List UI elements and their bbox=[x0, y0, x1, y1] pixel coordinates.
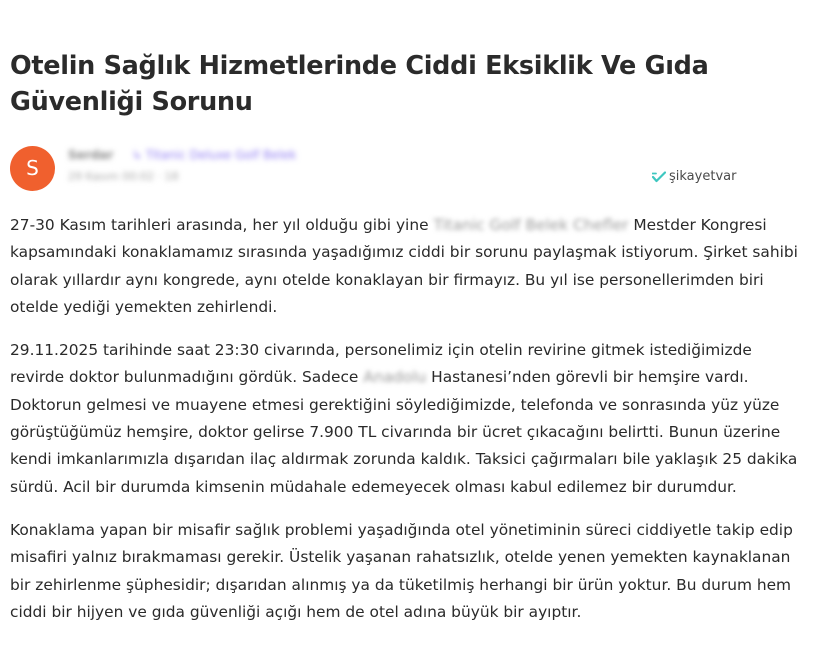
redacted-hospital-name: Anadolu bbox=[363, 368, 427, 387]
paragraph-3: Konaklama yapan bir misafir sağlık problemi yaşadığında otel yönetiminin süreci ciddiyetle takip edip misafiri yalnız bırakmaması gerekir. Üstelik yaşanan rahatsızlık, otelde yenen yemekten kaynaklanan bir zehirlenme şüphesidir; dışarıdan alınmış ya da tüketilmiş herhangi bir ürün yoktur. Bu durum hem ciddi bir hijyen ve gıda güvenliği açığı hem de otel adına büyük bir ayıptır. bbox=[10, 520, 793, 621]
paragraph-1-start: 27-30 Kasım tarihleri arasında, her yıl olduğu gibi yine bbox=[10, 216, 429, 234]
avatar[interactable]: S bbox=[10, 146, 55, 191]
paragraph-1-end: Mestder Kongresi kapsamındaki konaklamamız sırasında yaşadığımız ciddi bir sorunu paylaşmak istiyorum. Şirket sahibi olarak yıllardır aynı kongrede, aynı otelde konaklayan bir firmayız. Bu yıl ise personellerimden biri otelde yediği yemekten zehirlendi. bbox=[10, 216, 798, 316]
redacted-hotel-name: Titanic Golf Belek Chefler bbox=[433, 216, 629, 234]
sikayetvar-logo-icon bbox=[652, 171, 666, 183]
complaint-body bbox=[10, 212, 805, 642]
author-name[interactable]: Serdar bbox=[68, 148, 114, 162]
paragraph-2-start: 29.11.2025 tarihinde saat 23:30 civarında, personelimiz için otelin revirine gitmek istediğimizde revirde doktor bulunmadığını gördük. Sadece bbox=[10, 341, 752, 387]
paragraph-1 bbox=[10, 212, 805, 321]
complaint-title: Otelin Sağlık Hizmetlerinde Ciddi Eksiklik Ve Gıda Güvenliği Sorunu bbox=[10, 51, 709, 117]
complaint-meta: 29 Kasım 00:02 · 18 bbox=[68, 170, 179, 183]
company-link[interactable]: ↳ Titanic Deluxe Golf Belek bbox=[132, 148, 297, 162]
author-row bbox=[10, 146, 800, 192]
brand-name: şikayetvar bbox=[669, 169, 737, 184]
brand-logo[interactable] bbox=[652, 169, 736, 184]
paragraph-2 bbox=[10, 337, 805, 501]
paragraph-2-end: Hastanesi’nden görevli bir hemşire vardı. Doktorun gelmesi ve muayene etmesi gerektiğini söylediğimizde, telefonda ve sonrasında yüz yüze görüştüğümüz hemşire, doktor gelirse 7.900 TL civarında bir ücret çıkacağını belirtti. Bunun üzerine kendi imkanlarımızla dışarıdan ilaç aldırmak zorunda kaldık. Taksici çağırmaları bile yaklaşık 25 dakika sürdü. Acil bir durumda kimsenin müdahale edemeyecek olması kabul edilemez bir durumdur. bbox=[10, 368, 798, 496]
